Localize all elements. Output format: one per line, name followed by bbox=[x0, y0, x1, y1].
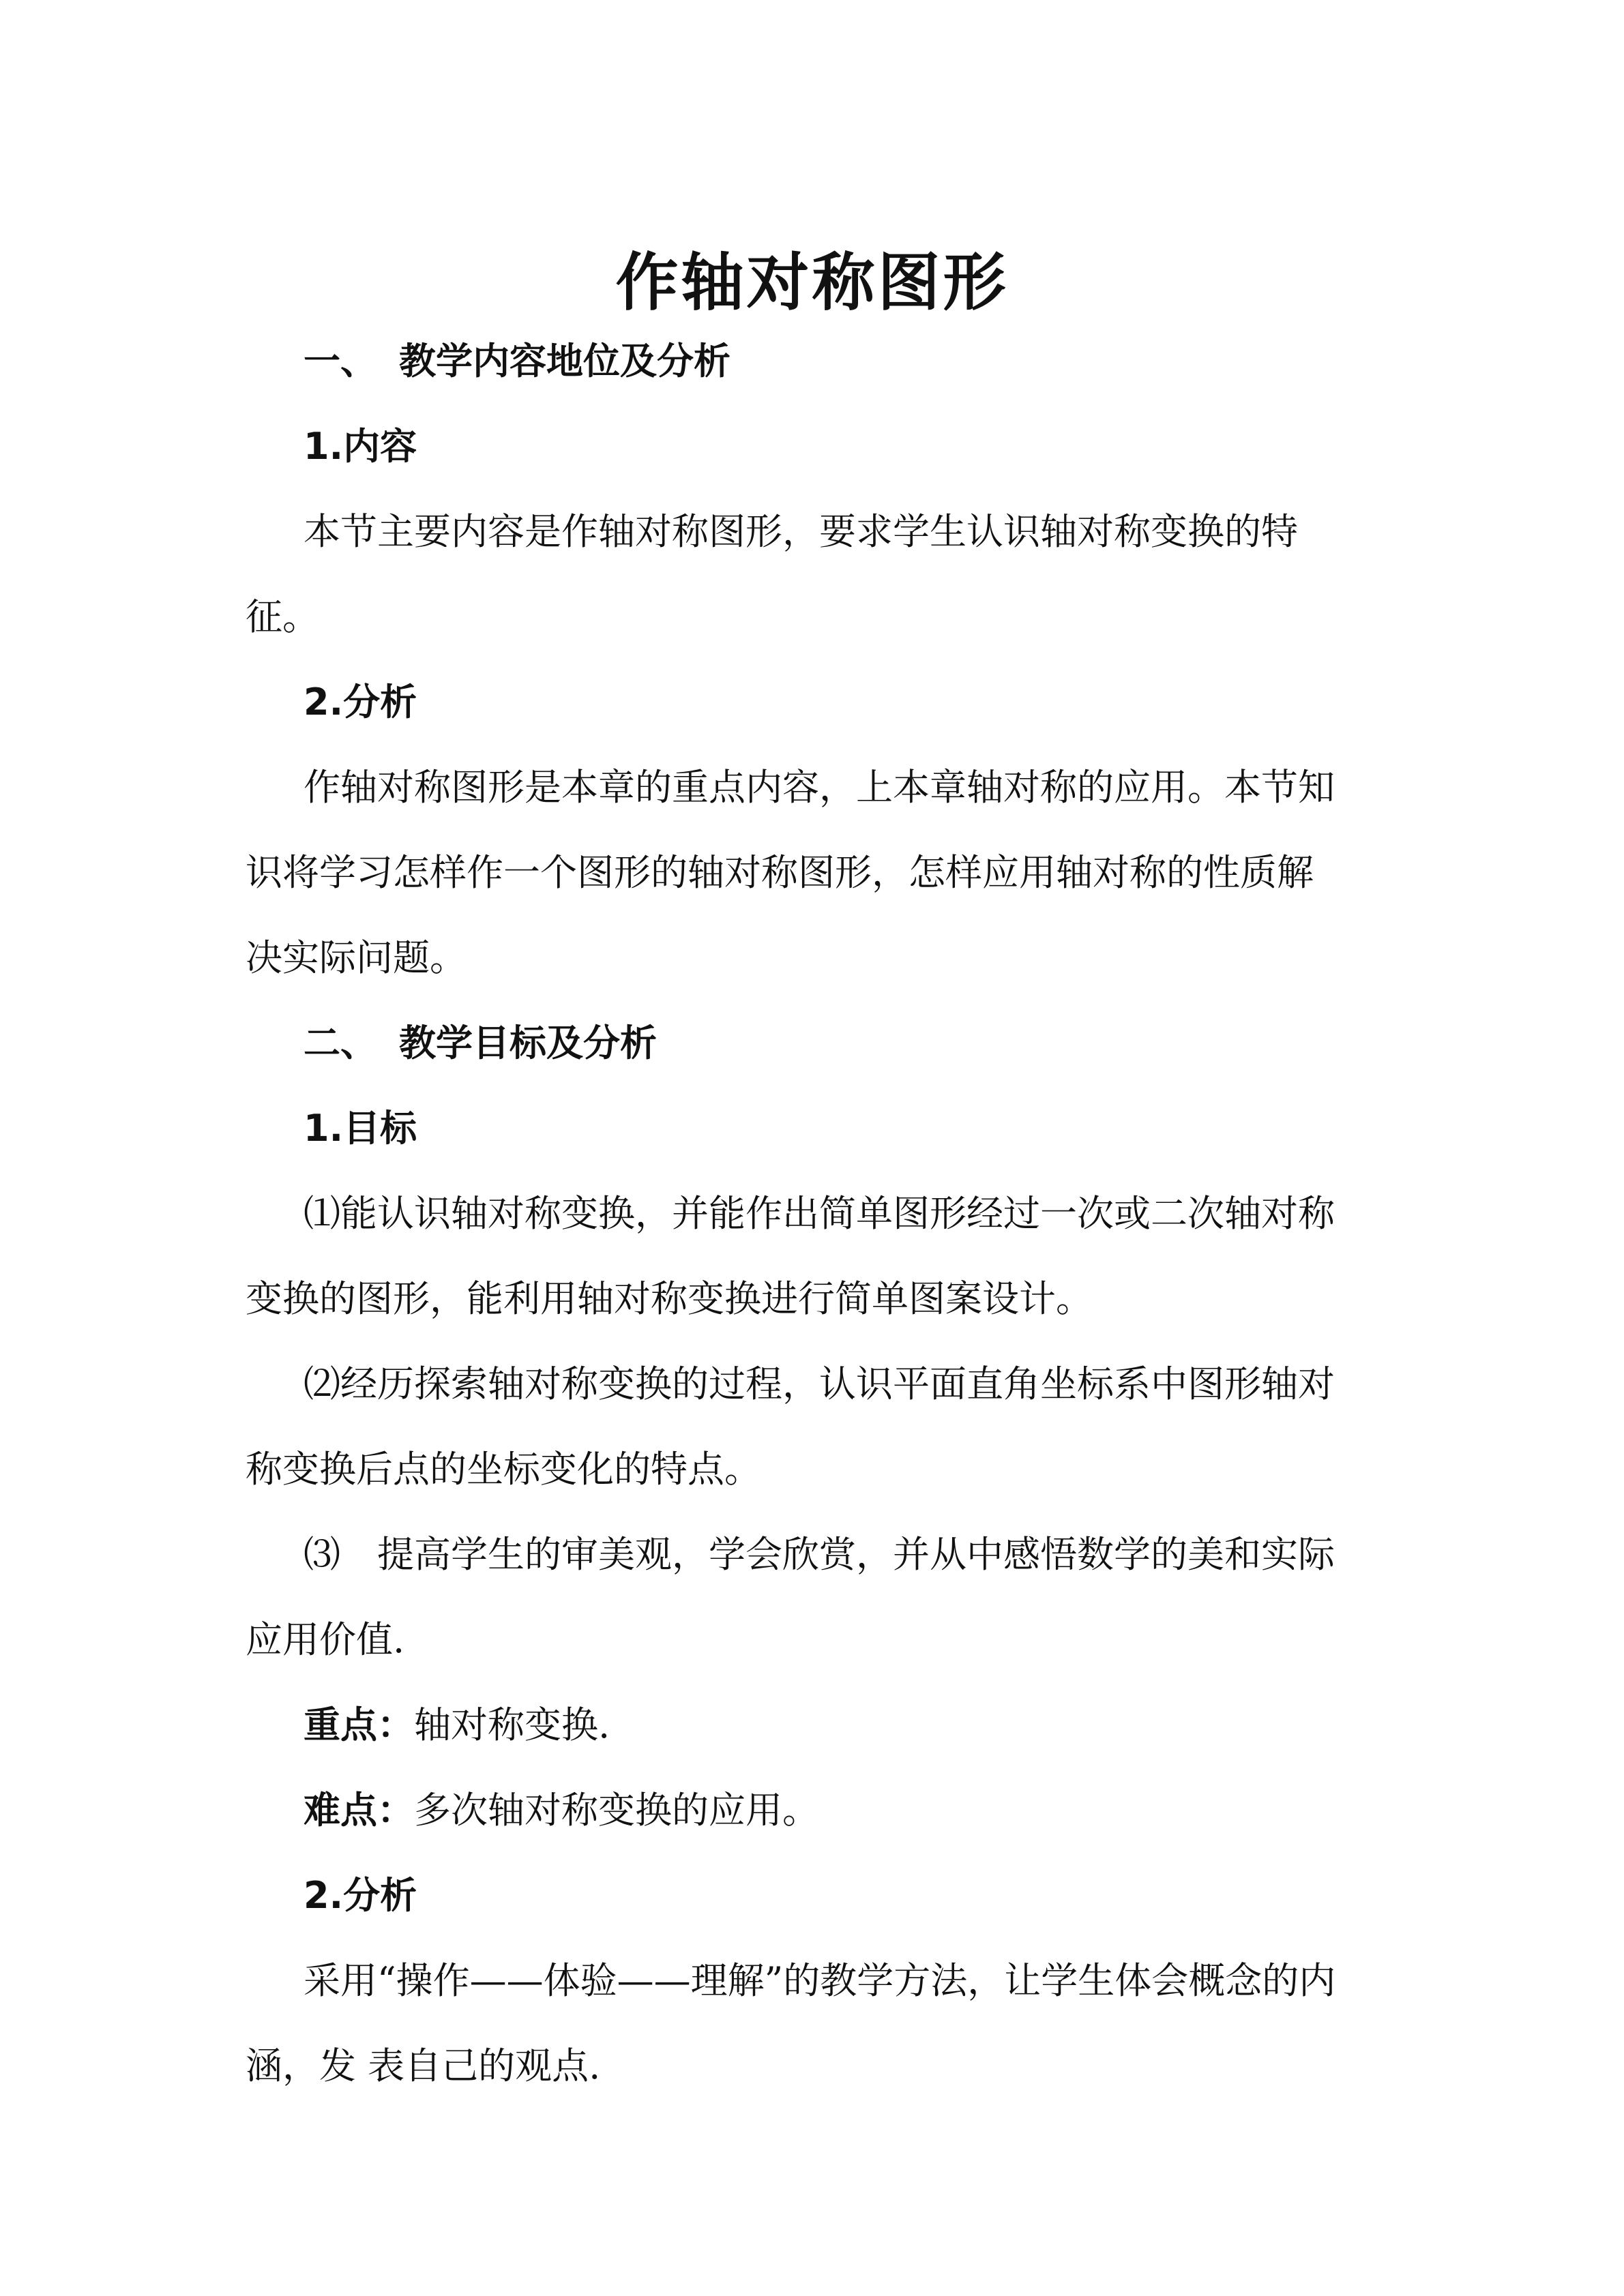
subsection-analysis-heading: 2.分析 bbox=[304, 681, 417, 724]
paragraph-line: 作轴对称图形是本章的重点内容，上本章轴对称的应用。本节知 bbox=[304, 766, 1335, 809]
paragraph-line: 采用“操作——体验——理解”的教学方法，让学生体会概念的内 bbox=[304, 1959, 1336, 2002]
subsection-analysis-heading-2: 2.分析 bbox=[304, 1874, 417, 1917]
key-point-label: 重点： bbox=[304, 1703, 414, 1746]
section-2-number: 二、 bbox=[304, 1022, 377, 1064]
goal-2-line: 称变换后点的坐标变化的特点。 bbox=[246, 1448, 761, 1491]
paragraph-line: 本节主要内容是作轴对称图形，要求学生认识轴对称变换的特 bbox=[304, 510, 1298, 553]
difficult-point bbox=[304, 1783, 819, 1838]
difficult-point-label: 难点： bbox=[304, 1789, 414, 1832]
section-1-number: 一、 bbox=[304, 340, 377, 383]
paragraph-line: 涵，发 表自己的观点. bbox=[246, 2044, 601, 2087]
goal-3-line: 应用价值. bbox=[246, 1618, 405, 1661]
subsection-content-heading: 1.内容 bbox=[304, 425, 417, 468]
paragraph-line: 决实际问题。 bbox=[246, 936, 467, 979]
section-1-heading bbox=[304, 334, 730, 389]
key-point-text: 轴对称变换. bbox=[414, 1703, 610, 1746]
paragraph-line: 征。 bbox=[246, 595, 319, 638]
page-title: 作轴对称图形 bbox=[615, 246, 1009, 319]
difficult-point-text: 多次轴对称变换的应用。 bbox=[414, 1789, 819, 1832]
goal-2-line: ⑵经历探索轴对称变换的过程，认识平面直角坐标系中图形轴对 bbox=[304, 1362, 1335, 1405]
section-1-title: 教学内容地位及分析 bbox=[399, 340, 730, 383]
section-2-heading bbox=[304, 1016, 657, 1071]
goal-1-line: ⑴能认识轴对称变换，并能作出简单图形经过一次或二次轴对称 bbox=[304, 1192, 1335, 1235]
goal-1-line: 变换的图形，能利用轴对称变换进行简单图案设计。 bbox=[246, 1277, 1093, 1320]
goal-3-line: ⑶ 提高学生的审美观，学会欣赏，并从中感悟数学的美和实际 bbox=[304, 1533, 1335, 1576]
key-point bbox=[304, 1698, 610, 1753]
section-2-title: 教学目标及分析 bbox=[399, 1022, 657, 1064]
subsection-goals-heading: 1.目标 bbox=[304, 1107, 417, 1150]
paragraph-line: 识将学习怎样作一个图形的轴对称图形，怎样应用轴对称的性质解 bbox=[246, 851, 1314, 894]
